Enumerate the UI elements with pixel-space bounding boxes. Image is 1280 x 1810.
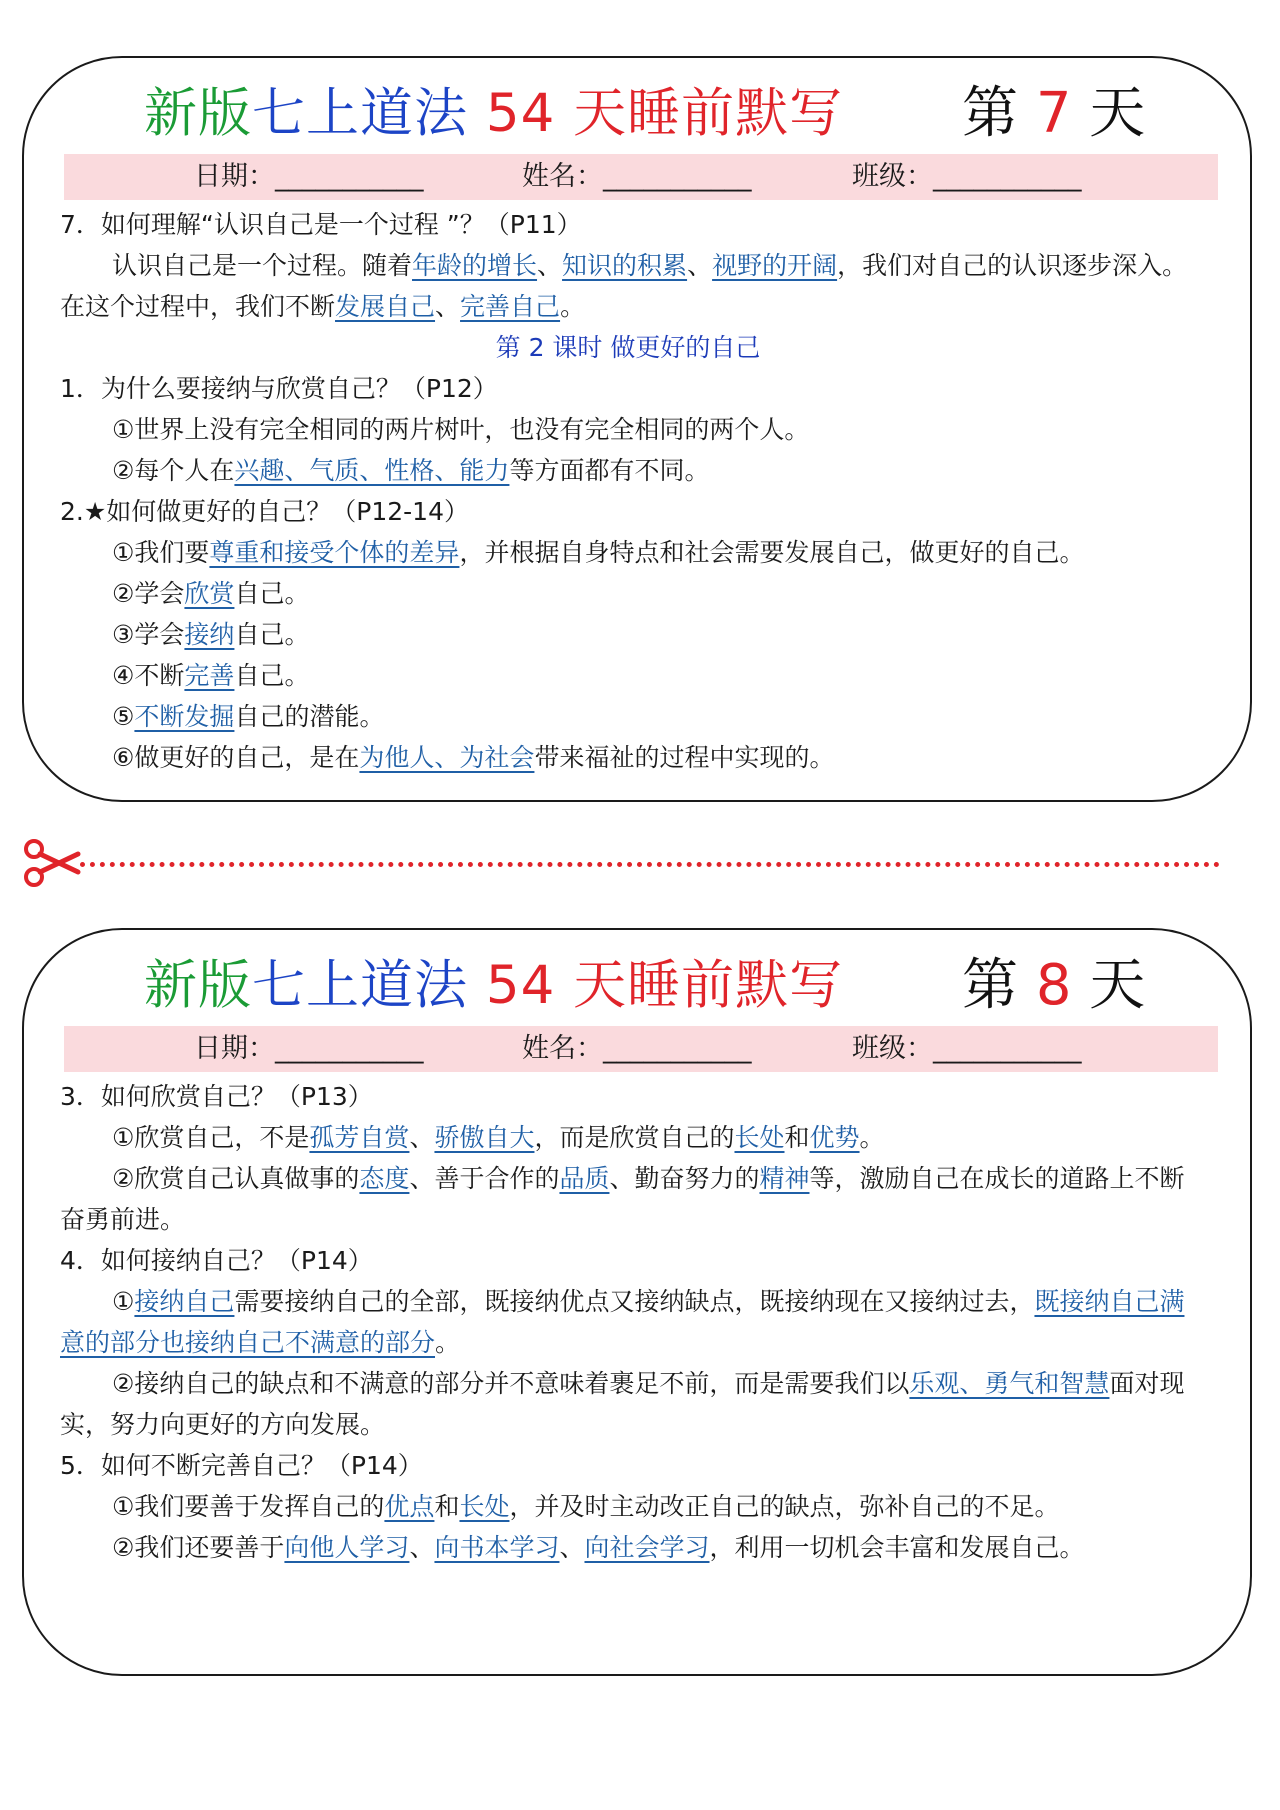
answer-line: ②每个人在兴趣、气质、性格、能力等方面都有不同。: [112, 456, 710, 485]
answer-line: ②接纳自己的缺点和不满意的部分并不意味着裹足不前，而是需要我们以乐观、勇气和智慧面对现: [112, 1369, 1185, 1398]
answer-line: ①接纳自己需要接纳自己的全部，既接纳优点又接纳缺点，既接纳现在又接纳过去，既接纳自己满: [112, 1287, 1185, 1316]
question-heading: 1．为什么要接纳与欣赏自己？（P12）: [60, 374, 498, 403]
card-title: [24, 74, 1250, 154]
cut-line: [80, 862, 1220, 867]
answer-line: 认识自己是一个过程。随着年龄的增长、知识的积累、视野的开阔，我们对自己的认识逐步深入。: [112, 251, 1188, 280]
name-field[interactable]: 姓名：___________: [522, 1033, 752, 1064]
answer-line: 实，努力向更好的方向发展。: [60, 1410, 386, 1439]
answer-line: ①世界上没有完全相同的两片树叶，也没有完全相同的两个人。: [112, 415, 810, 444]
card-day-7: [22, 56, 1252, 802]
card-title: [24, 946, 1250, 1026]
answer-line: 意的部分也接纳自己不满意的部分。: [60, 1328, 461, 1357]
title-day: 第 7 天: [962, 81, 1146, 146]
class-field[interactable]: 班级：___________: [852, 161, 1082, 192]
answer-line: ②学会欣赏自己。: [112, 579, 310, 608]
answer-line: ①欣赏自己，不是孤芳自赏、骄傲自大，而是欣赏自己的长处和优势。: [112, 1123, 885, 1152]
date-field[interactable]: 日期：___________: [194, 1033, 424, 1064]
title-main: 新版七上道法 54 天睡前默写: [144, 83, 844, 144]
lesson-title: 第 2 课时 做更好的自己: [495, 333, 761, 362]
answer-line: ③学会接纳自己。: [112, 620, 310, 649]
question-heading: 7．如何理解“认识自己是一个过程 ”？（P11）: [60, 210, 582, 239]
answer-line: ②欣赏自己认真做事的态度、善于合作的品质、勤奋努力的精神等，激励自己在成长的道路上不断: [112, 1164, 1185, 1193]
info-band: [64, 154, 1218, 200]
question-heading: 5．如何不断完善自己？（P14）: [60, 1451, 423, 1480]
class-field[interactable]: 班级：___________: [852, 1033, 1082, 1064]
answer-line: 在这个过程中，我们不断发展自己、完善自己。: [60, 292, 586, 321]
answer-line: ①我们要尊重和接受个体的差异，并根据自身特点和社会需要发展自己，做更好的自己。: [112, 538, 1085, 567]
question-heading: 4．如何接纳自己？（P14）: [60, 1246, 373, 1275]
answer-line: 奋勇前进。: [60, 1205, 186, 1234]
answer-line: ④不断完善自己。: [112, 661, 310, 690]
scissors-icon: [22, 838, 82, 888]
question-heading: 2.★如何做更好的自己？（P12-14）: [60, 497, 469, 526]
title-day: 第 8 天: [962, 953, 1146, 1018]
answer-line: ②我们还要善于向他人学习、向书本学习、向社会学习，利用一切机会丰富和发展自己。: [112, 1533, 1085, 1562]
card-day-8: [22, 928, 1252, 1676]
answer-line: ①我们要善于发挥自己的优点和长处，并及时主动改正自己的缺点，弥补自己的不足。: [112, 1492, 1060, 1521]
answer-line: ⑥做更好的自己，是在为他人、为社会带来福祉的过程中实现的。: [112, 743, 835, 772]
name-field[interactable]: 姓名：___________: [522, 161, 752, 192]
question-heading: 3．如何欣赏自己？（P13）: [60, 1082, 373, 1111]
info-band: [64, 1026, 1218, 1072]
date-field[interactable]: 日期：___________: [194, 161, 424, 192]
card-body: [60, 204, 1216, 778]
title-main: 新版七上道法 54 天睡前默写: [144, 955, 844, 1016]
card-body: [60, 1076, 1216, 1568]
answer-line: ⑤不断发掘自己的潜能。: [112, 702, 385, 731]
